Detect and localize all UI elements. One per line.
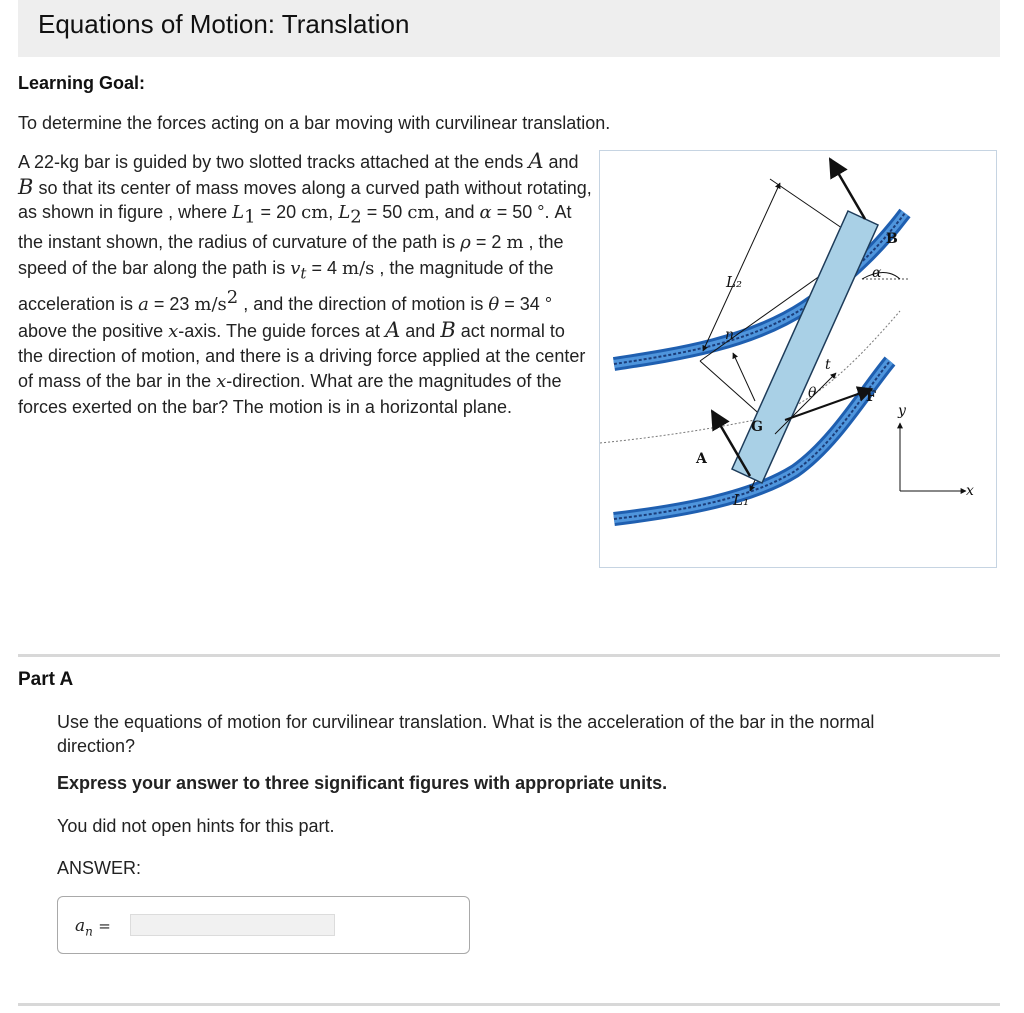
part-a-instruction: Express your answer to three significant figures with appropriate units.	[57, 773, 668, 793]
learning-goal-text: To determine the forces acting on a bar moving with curvilinear translation.	[18, 113, 611, 133]
var-l2-sub: 2	[350, 206, 362, 228]
eq-sign-5: =	[311, 257, 322, 278]
problem-text-3: . At the instant shown, the radius of curvature of the path is	[18, 202, 572, 253]
l2-value: 50	[382, 202, 403, 223]
eq-sign-4: =	[475, 232, 487, 253]
answer-variable	[75, 916, 111, 938]
accel-unit-exp: 2	[226, 287, 239, 309]
comma-1: ,	[328, 202, 334, 223]
var-alpha: α	[479, 202, 492, 224]
label-alpha: α	[872, 265, 882, 281]
answer-var-sub: n	[85, 924, 93, 939]
var-x-1: x	[168, 320, 179, 342]
problem-text-1: A 22-kg bar is guided by two slotted tracks attached at the ends	[18, 152, 524, 172]
accel-value: 23	[169, 294, 190, 315]
answer-box	[57, 896, 470, 954]
var-l1: L	[232, 202, 245, 224]
label-x: x	[966, 483, 974, 499]
label-a: A	[696, 451, 707, 467]
label-f: F	[866, 389, 876, 405]
problem-text-5: , the magnitude of the acceleration is	[18, 257, 554, 315]
problem-text-7: above the positive	[18, 320, 164, 341]
label-l1: L₁	[733, 491, 749, 509]
eq-sign-3: =	[496, 202, 508, 223]
problem-text-8: -axis. The guide forces at	[178, 320, 381, 341]
var-accel: a	[138, 294, 149, 316]
var-rho: ρ	[460, 232, 471, 254]
divider-bottom	[18, 1003, 1000, 1006]
problem-text-4: , the speed of the bar along the path is	[18, 232, 564, 278]
eq-sign-7: =	[504, 294, 515, 315]
problem-text-9: act normal to the direction of motion, and there is a driving force applied at the center of mass of the bar in the	[18, 320, 586, 391]
vt-value: 4	[326, 257, 337, 278]
var-vt-sub: t	[300, 264, 307, 283]
axes	[900, 423, 966, 491]
eq-sign-2: =	[366, 202, 378, 223]
var-vt: v	[290, 257, 301, 279]
label-t: t	[825, 357, 831, 373]
l1-unit: cm	[301, 202, 329, 224]
var-a-2: A	[385, 317, 401, 342]
eq-sign-6: =	[153, 294, 165, 315]
var-theta: θ	[488, 294, 500, 316]
theta-value: 34 °	[519, 294, 553, 315]
eq-sign-1: =	[260, 202, 272, 223]
label-l2: L₂	[726, 273, 742, 291]
var-l1-sub: 1	[244, 206, 256, 228]
answer-input[interactable]	[130, 914, 335, 936]
problem-text-2: so that its center of mass moves along a curved path without rotating, as shown in figure , where	[18, 177, 592, 223]
divider-top	[18, 654, 1000, 657]
part-a-heading: Part A	[18, 669, 74, 690]
label-g: G	[751, 419, 763, 435]
label-y: y	[898, 403, 906, 419]
rho-unit: m	[506, 232, 524, 254]
problem-text-10: -direction. What are the magnitudes of the forces exerted on the bar? The motion is in a horizontal plane.	[18, 370, 562, 417]
part-a-question: Use the equations of motion for curvilinear translation. What is the acceleration of the bar in the normal direction?	[57, 712, 875, 756]
vt-unit: m/s	[342, 257, 375, 279]
var-b-2: B	[440, 317, 456, 342]
force-b-arrow	[830, 159, 865, 219]
var-l2: L	[338, 202, 351, 224]
answer-var-symbol: a	[75, 916, 86, 936]
figure-diagram	[600, 151, 996, 567]
l1-value: 20	[276, 202, 297, 223]
label-theta: θ	[808, 385, 817, 401]
and-alpha: , and	[434, 202, 475, 223]
normal-line	[700, 361, 765, 419]
page-title: Equations of Motion: Translation	[38, 9, 410, 39]
problem-text-6: , and the direction of motion is	[243, 294, 484, 315]
label-b: B	[886, 231, 898, 247]
problem-and: and	[548, 152, 579, 172]
bar	[732, 211, 878, 483]
problem-figure	[599, 150, 997, 568]
problem-statement	[18, 149, 1003, 568]
answer-label: ANSWER:	[57, 858, 142, 878]
alpha-value: 50 °	[512, 202, 545, 223]
var-b: B	[18, 174, 34, 199]
l2-unit: cm	[407, 202, 435, 224]
var-x-2: x	[216, 370, 227, 392]
learning-goal-heading: Learning Goal:	[18, 73, 146, 93]
accel-unit: m/s	[194, 294, 227, 316]
var-a: A	[528, 149, 544, 173]
problem-and-2: and	[405, 320, 436, 341]
label-n: n	[725, 327, 735, 343]
hints-status: You did not open hints for this part.	[57, 816, 335, 836]
answer-eq-sign: =	[98, 917, 111, 935]
title-bar	[18, 0, 1000, 57]
rho-value: 2	[491, 232, 502, 253]
